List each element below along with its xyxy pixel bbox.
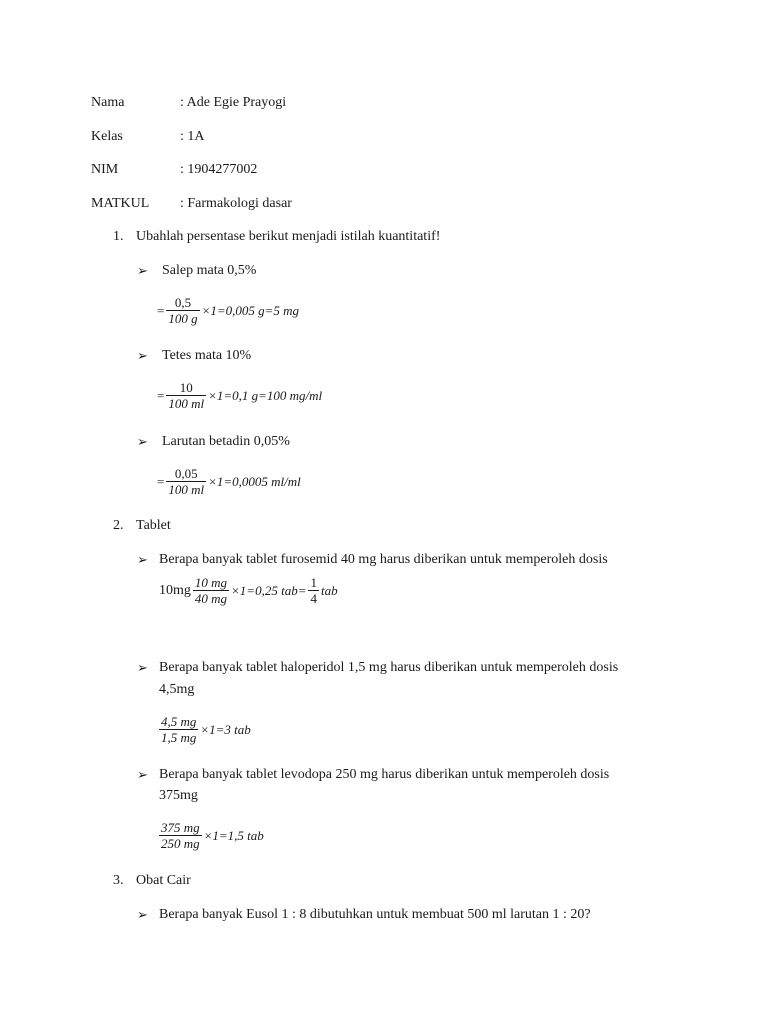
q2-number: 2. [113,518,124,533]
equation-prefix: = [157,387,165,403]
fraction [166,295,199,326]
equation-prefix: = [157,473,165,489]
fraction-numerator: 0,5 [174,295,192,310]
q3-item-1-text: Berapa banyak Eusol 1 : 8 dibutuhkan untuk membuat 500 ml larutan 1 : 20? [159,907,591,922]
equation-rest: ×1=0,1 g=100 mg/ml [208,387,323,403]
q2-item-3-text-cont: 375mg [159,788,198,803]
fraction-denominator: 40 mg [194,591,228,606]
q2-title: Tablet [136,518,171,533]
fraction-numerator: 0,05 [174,466,198,481]
arrow-bullet-icon: ➢ [137,348,148,363]
fraction [308,575,319,606]
equation-rest: ×1=0,0005 ml/ml [208,473,301,489]
q1-item-1-label: Salep mata 0,5% [162,263,257,278]
arrow-bullet-icon: ➢ [137,263,148,278]
q1-title: Ubahlah persentase berikut menjadi istilah kuantitatif! [136,229,441,244]
nama-label: Nama [91,95,125,110]
nama-value: : Ade Egie Prayogi [180,95,287,110]
q1-item-3-equation [157,466,301,497]
arrow-bullet-icon: ➢ [137,434,148,449]
q3-title: Obat Cair [136,873,191,888]
arrow-bullet-icon: ➢ [137,552,148,567]
fraction-denominator: 100 ml [168,482,205,497]
arrow-bullet-icon: ➢ [137,907,148,922]
q2-item-1-text: Berapa banyak tablet furosemid 40 mg harus diberikan untuk memperoleh dosis [159,552,608,567]
equation-rest: ×1=3 tab [200,721,251,737]
q1-item-2-equation [157,380,322,411]
fraction [159,714,198,745]
fraction [166,380,206,411]
fraction-numerator: 10 [179,380,193,395]
fraction-denominator: 1,5 mg [161,730,197,745]
arrow-bullet-icon: ➢ [137,660,148,675]
fraction-denominator: 250 mg [161,836,200,851]
q1-number: 1. [113,229,124,244]
q3-number: 3. [113,873,124,888]
fraction [166,466,206,497]
fraction-numerator: 375 mg [161,820,200,835]
q2-item-2-text: Berapa banyak tablet haloperidol 1,5 mg harus diberikan untuk memperoleh dosis [159,660,619,675]
fraction [193,575,229,606]
fraction-numerator: 4,5 mg [161,714,197,729]
equation-suffix: tab [320,582,338,598]
nim-label: NIM [91,162,119,177]
matkul-value: : Farmakologi dasar [180,196,292,211]
equation-rest: ×1=1,5 tab [203,827,264,843]
q1-item-1-equation [157,295,299,326]
nim-value: : 1904277002 [180,162,258,177]
arrow-bullet-icon: ➢ [137,767,148,782]
q1-item-3-label: Larutan betadin 0,05% [162,434,290,449]
fraction-denominator: 100 ml [168,396,205,411]
q2-item-2-text-cont: 4,5mg [159,682,195,697]
fraction-denominator: 4 [310,591,317,606]
q1-item-2-label: Tetes mata 10% [162,348,252,363]
equation-prefix: = [157,302,165,318]
q2-item-2-equation [157,714,251,745]
q2-item-3-text: Berapa banyak tablet levodopa 250 mg harus diberikan untuk memperoleh dosis [159,767,610,782]
equation-rest: ×1=0,005 g=5 mg [201,302,300,318]
fraction-numerator: 10 mg [194,575,228,590]
q2-item-1-equation [159,575,338,606]
kelas-value: : 1A [180,129,205,144]
matkul-label: MATKUL [91,196,150,211]
q2-item-3-equation [157,820,264,851]
fraction-numerator: 1 [310,575,317,590]
equation-prefix: 10mg [159,582,191,598]
fraction [159,820,202,851]
equation-rest: ×1=0,25 tab= [231,582,307,598]
kelas-label: Kelas [91,129,123,144]
fraction-denominator: 100 g [168,311,198,326]
